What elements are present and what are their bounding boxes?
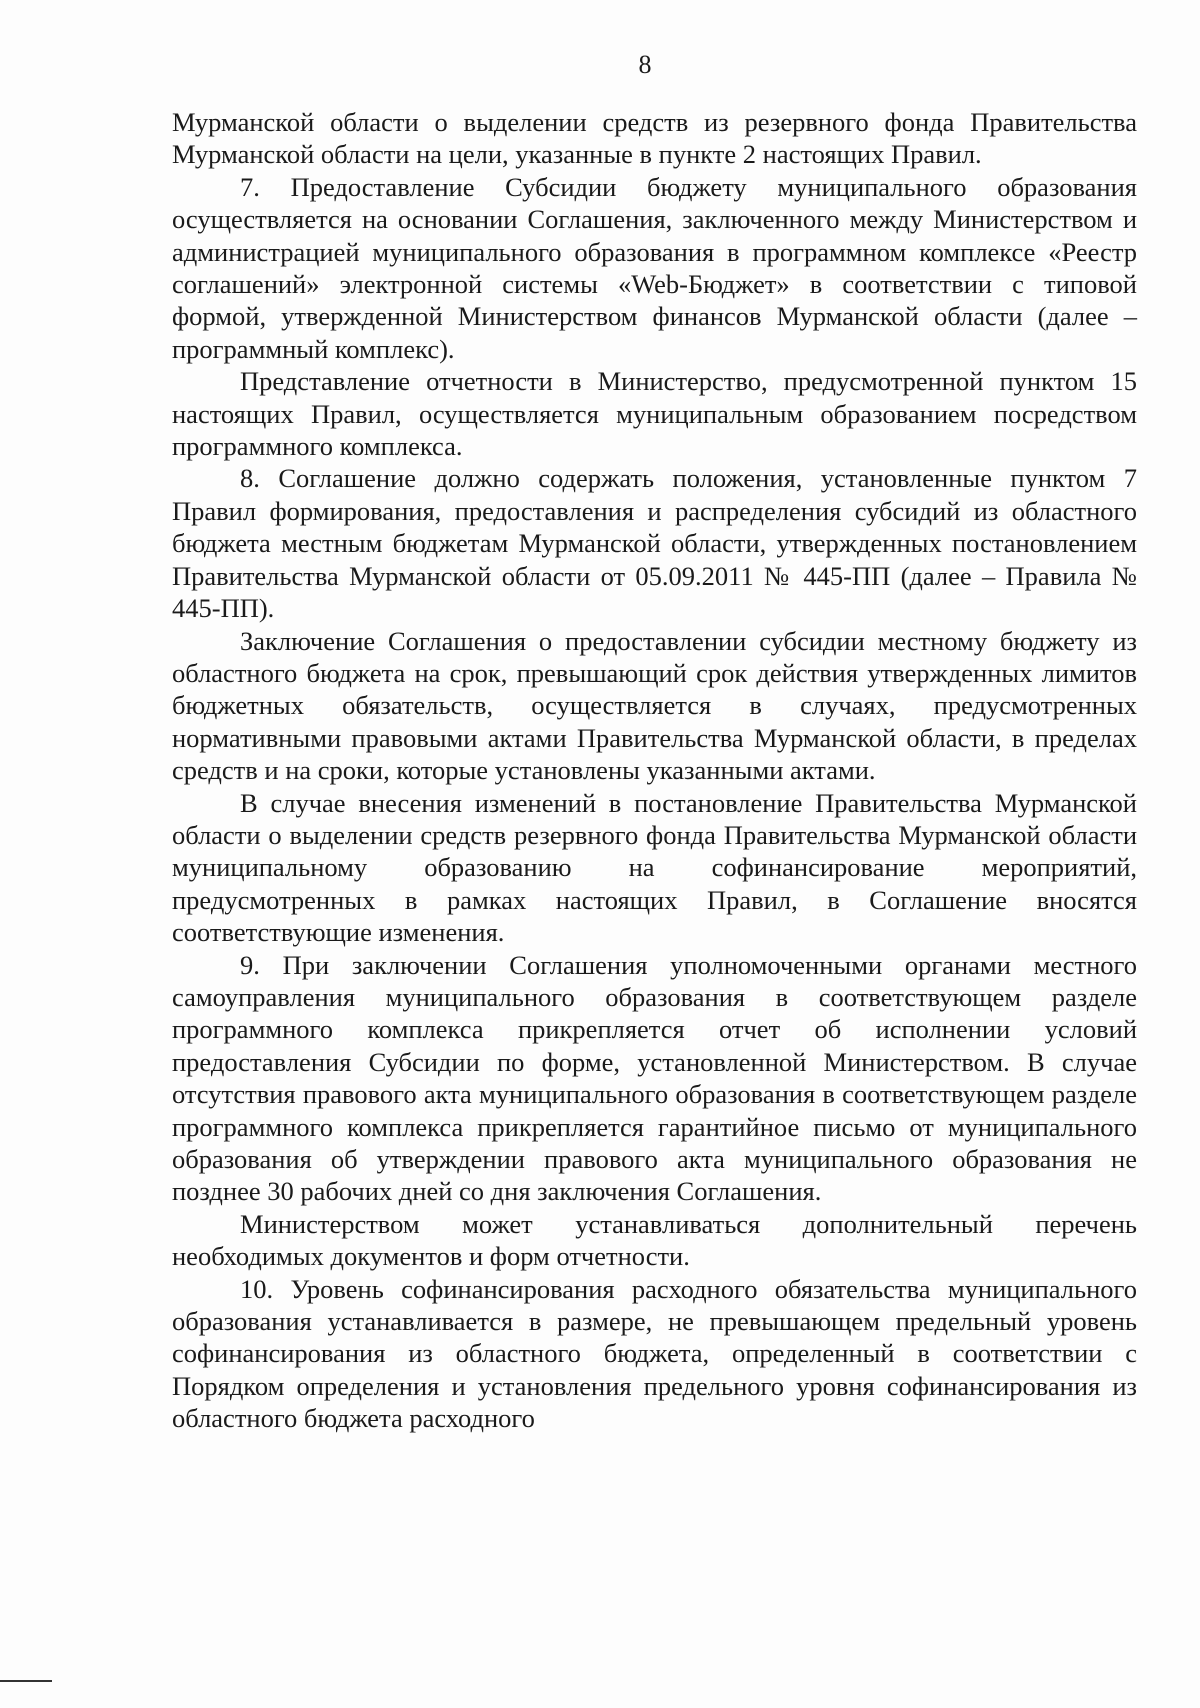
paragraph-clause-10: 10. Уровень софинансирования расходного обязательства муниципального образования устанавливается в размере, не превышающем предельный уровень софинансирования из областного бюджета, определенный в соответствии с Порядком определения и установления предельного уровня софинансирования из областного бюджета расходного: [172, 1273, 1137, 1434]
paragraph-clause-8: 8. Соглашение должно содержать положения, установленные пунктом 7 Правил формирования, предоставления и распределения субсидий из областного бюджета местным бюджетам Мурманской области, утвержденных постановлением Правительства Мурманской области от 05.09.2011 № 445-ПП (далее – Правила № 445-ПП).: [172, 463, 1137, 624]
paragraph-continuation: Мурманской области о выделении средств из резервного фонда Правительства Мурманской области на цели, указанные в пункте 2 настоящих Правил.: [172, 107, 1137, 170]
paragraph-additional-documents: Министерством может устанавливаться дополнительный перечень необходимых документов и форм отчетности.: [172, 1208, 1137, 1272]
document-body: [172, 106, 1137, 1435]
paragraph-amendments: В случае внесения изменений в постановление Правительства Мурманской области о выделении средств резервного фонда Правительства Мурманской области муниципальному образованию на софинансирование мероприятий, предусмотренных в рамках настоящих Правил, в Соглашение вносятся соответствующие изменения.: [172, 787, 1137, 948]
paragraph-clause-9: 9. При заключении Соглашения уполномоченными органами местного самоуправления муниципального образования в соответствующем разделе программного комплекса прикрепляется отчет об исполнении условий предоставления Субсидии по форме, установленной Министерством. В случае отсутствия правового акта муниципального образования в соответствующем разделе программного комплекса прикрепляется гарантийное письмо от муниципального образования об утверждении правового акта муниципального образования не позднее 30 рабочих дней со дня заключения Соглашения.: [172, 949, 1137, 1207]
page-number: 8: [638, 50, 652, 79]
paragraph-agreement-term: Заключение Соглашения о предоставлении субсидии местному бюджету из областного бюджета на срок, превышающий срок действия утвержденных лимитов бюджетных обязательств, осуществляется в случаях, предусмотренных нормативными правовыми актами Правительства Мурманской области, в пределах средств и на сроки, которые установлены указанными актами.: [172, 625, 1137, 786]
paragraph-reporting: Представление отчетности в Министерство, предусмотренной пунктом 15 настоящих Правил, осуществляется муниципальным образованием посредством программного комплекса.: [172, 366, 1137, 462]
scan-edge-mark: [0, 1680, 52, 1682]
paragraph-clause-7: 7. Предоставление Субсидии бюджету муниципального образования осуществляется на основании Соглашения, заключенного между Министерством и администрацией муниципального образования в программном комплексе «Реестр соглашений» электронной системы «Web-Бюджет» в соответствии с типовой формой, утвержденной Министерством финансов Мурманской области (далее – программный комплекс).: [172, 171, 1137, 364]
